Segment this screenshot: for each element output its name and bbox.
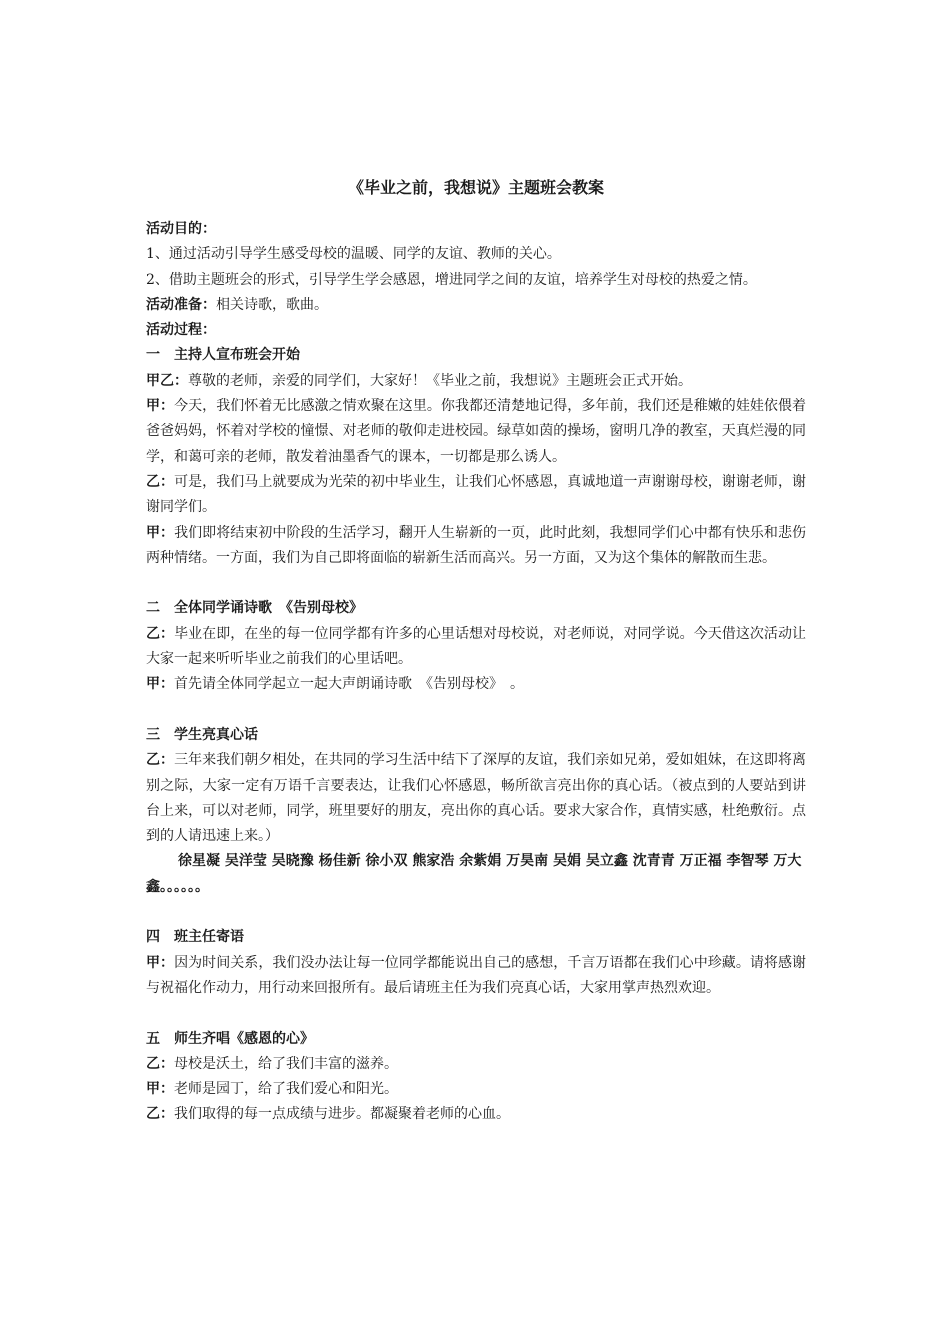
dialogue-line (146, 1102, 806, 1127)
dialogue-line (146, 470, 806, 521)
dialogue-line (146, 672, 806, 697)
speaker-label: 乙： (146, 752, 175, 769)
dialogue-text: 今天，我们怀着无比感激之情欢聚在这里。你我都还清楚地记得，多年前，我们还是稚嫩的娃娃依偎着爸爸妈妈，怀着对学校的憧憬、对老师的敬仰走进校园。绿草如茵的操场，窗明几净的教室，天真烂漫的同学，和蔼可亲的老师，散发着油墨香气的课本，一切都是那么诱人。 (146, 398, 807, 465)
dialogue-line (146, 521, 806, 572)
spacer (146, 698, 806, 723)
speaker-label: 甲： (146, 398, 175, 415)
section-4-heading: 四 班主任寄语 (146, 929, 244, 946)
purpose-heading: 活动目的： (146, 221, 216, 237)
dialogue-line (146, 369, 806, 394)
dialogue-text: 因为时间关系，我们没办法让每一位同学都能说出自己的感想，千言万语都在我们心中珍藏。请将感谢与祝福化作动力，用行动来回报所有。最后请班主任为我们亮真心话，大家用掌声热烈欢迎。 (146, 954, 807, 996)
spacer (146, 571, 806, 596)
speaker-label: 甲： (146, 524, 175, 541)
section-3-heading: 三 学生亮真心话 (146, 726, 258, 743)
dialogue-text: 我们取得的每一点成绩与进步。都凝聚着老师的心血。 (174, 1106, 510, 1123)
preparation-line (146, 293, 806, 318)
dialogue-line (146, 1052, 806, 1077)
speaker-label: 乙： (146, 473, 175, 490)
dialogue-text: 毕业在即，在坐的每一位同学都有许多的心里话想对母校说，对老师说，对同学说。今天借这次活动让大家一起来听听毕业之前我们的心里话吧。 (146, 625, 807, 668)
speaker-label: 甲： (146, 676, 174, 693)
dialogue-text: 母校是沃土，给了我们丰富的滋养。 (174, 1055, 398, 1072)
spacer (146, 1001, 806, 1026)
page-title: 《毕业之前，我想说》主题班会教案 (347, 178, 604, 197)
section-2-heading: 二 全体同学诵诗歌 《告别母校》 (146, 600, 363, 617)
dialogue-text: 首先请全体同学起立一起大声朗诵诗歌 《告别母校》 。 (174, 676, 524, 693)
purpose-item-2: 2、借助主题班会的形式，引导学生学会感恩，增进同学之间的友谊，培养学生对母校的热爱之情。 (146, 271, 757, 288)
speaker-label: 甲： (146, 954, 175, 971)
speaker-label: 甲乙： (146, 372, 188, 389)
dialogue-line (146, 622, 806, 673)
dialogue-text: 老师是园丁，给了我们爱心和阳光。 (174, 1081, 398, 1098)
speaker-label: 甲： (146, 1081, 174, 1098)
process-heading: 活动过程： (146, 322, 216, 339)
section-1-heading: 一 主持人宣布班会开始 (146, 347, 300, 364)
dialogue-line (146, 951, 806, 1002)
spacer (146, 900, 806, 925)
dialogue-text: 我们即将结束初中阶段的生活学习，翻开人生崭新的一页，此时此刻，我想同学们心中都有快乐和悲伤两种情绪。一方面，我们为自己即将面临的崭新生活而高兴。另一方面，又为这个集体的解散而生悲。 (146, 524, 807, 566)
dialogue-text: 三年来我们朝夕相处，在共同的学习生活中结下了深厚的友谊，我们亲如兄弟，爱如姐妹，在这即将离别之际，大家一定有万语千言要表达，让我们心怀感恩，畅所欲言亮出你的真心话。（被点到的人要站到讲台上来，可以对老师，同学，班里要好的朋友，亮出你的真心话。要求大家合作，真情实感，杜绝敷衍。点到的人请迅速上来。） (146, 752, 807, 845)
dialogue-line (146, 748, 806, 849)
document-page (146, 175, 806, 1128)
speaker-label: 乙： (146, 1106, 174, 1123)
dialogue-text: 尊敬的老师，亲爱的同学们，大家好！《毕业之前，我想说》主题班会正式开始。 (188, 372, 692, 389)
preparation-text: 相关诗歌，歌曲。 (216, 296, 328, 313)
dialogue-line (146, 394, 806, 470)
section-5-heading: 五 师生齐唱《感恩的心》 (146, 1030, 314, 1047)
student-names: 徐星凝 吴洋莹 吴晓豫 杨佳新 徐小双 熊家浩 余紫娟 万昊南 吴娟 吴立鑫 沈青青 万正福 李智琴 万大鑫。。。。。。 (146, 853, 802, 895)
speaker-label: 乙： (146, 625, 175, 642)
preparation-label: 活动准备： (146, 296, 216, 313)
purpose-item-1: 1、通过活动引导学生感受母校的温暖、同学的友谊、教师的关心。 (146, 246, 561, 263)
speaker-label: 乙： (146, 1055, 174, 1072)
dialogue-line (146, 1077, 806, 1102)
dialogue-text: 可是，我们马上就要成为光荣的初中毕业生，让我们心怀感恩，真诚地道一声谢谢母校，谢谢老师，谢谢同学们。 (146, 473, 807, 516)
